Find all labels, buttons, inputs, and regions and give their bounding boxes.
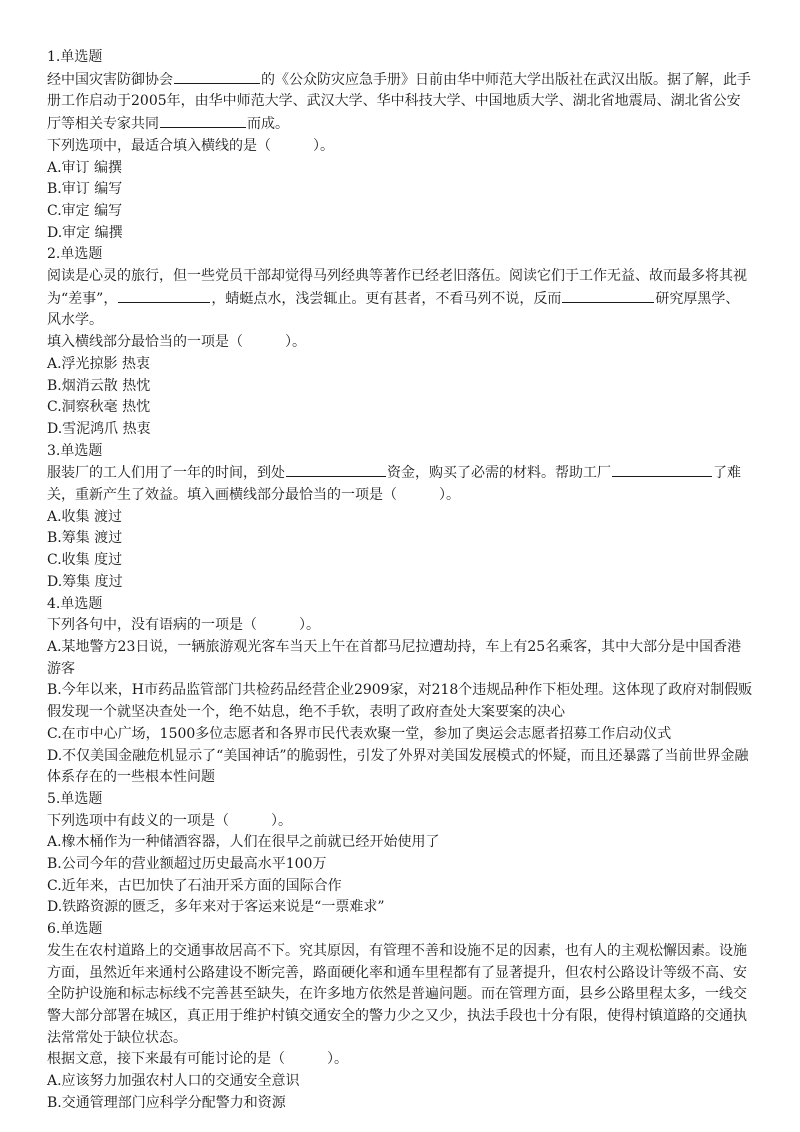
question-prompt: 填入横线部分最恰当的一项是（ ）。 bbox=[47, 334, 306, 351]
question-heading: 6.单选题 bbox=[47, 921, 103, 938]
question-3 bbox=[47, 441, 753, 594]
fill-blank[interactable] bbox=[160, 113, 246, 128]
question-6 bbox=[47, 919, 753, 1114]
question-heading: 1.单选题 bbox=[47, 49, 103, 65]
option-a[interactable]: A.某地警方23日说，一辆旅游观光客车当天上午在首都马尼拉遭劫持，车上有25名乘客，其中大部分是中国香港游客 bbox=[47, 638, 742, 677]
option-d[interactable]: D.不仅美国金融危机显示了“美国神话”的脆弱性，引发了外界对美国发展模式的怀疑，而且还暴露了当前世界金融体系存在的一些根本性问题 bbox=[47, 747, 749, 786]
question-prompt: 下列选项中，最适合填入横线的是（ ）。 bbox=[47, 137, 334, 154]
option-d[interactable]: D.铁路资源的匮乏，多年来对于客运来说是“一票难求” bbox=[47, 899, 385, 916]
option-a[interactable]: A.橡木桶作为一种储酒容器，人们在很早之前就已经开始使用了 bbox=[47, 834, 440, 851]
question-1 bbox=[47, 47, 753, 244]
question-5 bbox=[47, 789, 753, 919]
question-2 bbox=[47, 244, 753, 440]
option-d[interactable]: D.筹集 度过 bbox=[47, 573, 123, 590]
question-heading: 4.单选题 bbox=[47, 595, 103, 612]
option-b[interactable]: B.今年以来，H市药品监管部门共检药品经营企业2909家，对218个违规品种作下柜处理。这体现了政府对制假贩假发现一个就坚决查处一个，绝不姑息，绝不手软，表明了政府查处大案要案的决心 bbox=[47, 682, 753, 721]
option-c[interactable]: C.收集 度过 bbox=[47, 552, 123, 569]
question-stem: 发生在农村道路上的交通事故居高不下。究其原因，有管理不善和设施不足的因素，也有人的主观松懈因素。设施方面，虽然近年来通村公路建设不断完善，路面硬化率和通车里程都有了显著提升，但农村公路设计等级不高、安全防护设施和标志标线不完善甚至缺失，在许多地方依然是普遍问题。而在管理方面，县乡公路里程太多，一线交警大部分部署在城区，真正用于维护村镇交通安全的警力少之又少，执法手段也十分有限，使得村镇道路的交通执法常常处于缺位状态。 bbox=[47, 942, 747, 1046]
option-b[interactable]: B.交通管理部门应科学分配警力和资源 bbox=[47, 1094, 286, 1111]
question-stem: 下列各句中，没有语病的一项是（ ）。 bbox=[47, 617, 320, 634]
question-4 bbox=[47, 594, 753, 789]
fill-blank[interactable] bbox=[612, 462, 712, 477]
option-b[interactable]: B.烟消云散 热忱 bbox=[47, 377, 151, 394]
question-heading: 3.单选题 bbox=[47, 442, 103, 459]
option-a[interactable]: A.应该努力加强农村人口的交通安全意识 bbox=[47, 1073, 300, 1090]
option-b[interactable]: B.审订 编写 bbox=[47, 181, 123, 198]
fill-blank[interactable] bbox=[562, 288, 654, 303]
option-d[interactable]: D.审定 编撰 bbox=[47, 224, 123, 241]
question-stem: 阅读是心灵的旅行，但一些党员干部却觉得马列经典等著作已经老旧落伍。阅读它们于工作无益、故而最多将其视为“差事”， ，蜻蜓点水，浅尝辄止。更有甚者，不看马列不说，反而 研究厚黑学、风水学。 bbox=[47, 268, 747, 329]
option-c[interactable]: C.在市中心广场，1500多位志愿者和各界市民代表欢聚一堂，参加了奥运会志愿者招募工作启动仪式 bbox=[47, 725, 672, 742]
option-c[interactable]: C.近年来，古巴加快了石油开采方面的国际合作 bbox=[47, 877, 342, 894]
exam-document bbox=[47, 47, 753, 1114]
question-stem: 下列选项中有歧义的一项是（ ）。 bbox=[47, 812, 292, 829]
fill-blank[interactable] bbox=[118, 288, 210, 303]
option-c[interactable]: C.审定 编写 bbox=[47, 202, 123, 219]
fill-blank[interactable] bbox=[174, 69, 260, 84]
option-a[interactable]: A.收集 渡过 bbox=[47, 508, 123, 525]
question-heading: 2.单选题 bbox=[47, 246, 103, 263]
question-prompt: 根据文意，接下来最有可能讨论的是（ ）。 bbox=[47, 1051, 348, 1068]
fill-blank[interactable] bbox=[286, 462, 386, 477]
option-b[interactable]: B.公司今年的营业额超过历史最高水平100万 bbox=[47, 856, 327, 873]
question-stem: 经中国灾害防御协会 的《公众防灾应急手册》日前由华中师范大学出版社在武汉出版。据了解，此手册工作启动于2005年，由华中师范大学、武汉大学、华中科技大学、中国地质大学、湖北省地震局、湖北省公安厅等相关专家共同 而成。 bbox=[47, 69, 753, 136]
option-a[interactable]: A.浮光掠影 热衷 bbox=[47, 355, 151, 372]
question-stem: 服装厂的工人们用了一年的时间，到处 资金，购买了必需的材料。帮助工厂 了难关，重新产生了效益。填入画横线部分最恰当的一项是（ ）。 bbox=[47, 462, 753, 506]
option-d[interactable]: D.雪泥鸿爪 热衷 bbox=[47, 420, 151, 437]
option-b[interactable]: B.筹集 渡过 bbox=[47, 530, 123, 547]
question-heading: 5.单选题 bbox=[47, 790, 103, 807]
option-a[interactable]: A.审订 编撰 bbox=[47, 159, 123, 176]
option-c[interactable]: C.洞察秋毫 热忱 bbox=[47, 399, 151, 416]
